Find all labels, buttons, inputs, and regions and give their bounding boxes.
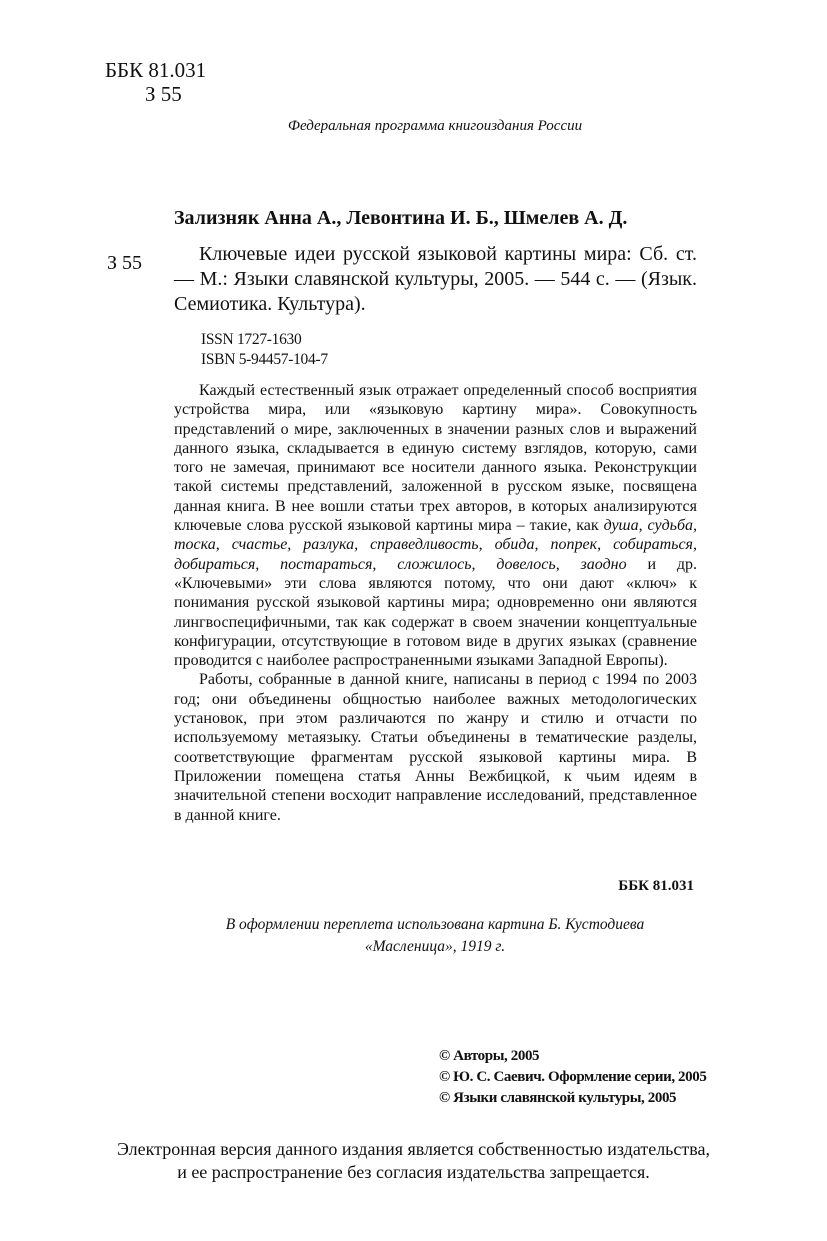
copyright-block: [439, 1046, 706, 1109]
author-mark: З 55: [145, 82, 182, 106]
entry-author-mark: З 55: [107, 252, 143, 274]
electronic-version-notice: [0, 1138, 827, 1184]
isbn: ISBN 5-94457-104-7: [201, 351, 328, 368]
copyright-design: © Ю. С. Саевич. Оформление серии, 2005: [439, 1069, 707, 1085]
cover-note-line-2: «Масленица», 1919 г.: [364, 938, 506, 955]
notice-line-2: и ее распространение без согласия издательства запрещается.: [177, 1162, 650, 1182]
bbk-code-bottom: ББК 81.031: [618, 878, 694, 894]
identifiers: [201, 330, 328, 370]
cover-note: [0, 914, 827, 958]
bbk-code: ББК 81.031: [105, 58, 207, 82]
issn: ISSN 1727-1630: [201, 331, 302, 348]
abstract: [174, 381, 697, 825]
program-line: Федеральная программа книгоиздания России: [287, 118, 583, 134]
copyright-publisher: © Языки славянской культуры, 2005: [439, 1090, 677, 1106]
abstract-p1-start: Каждый естественный язык отражает определенный способ восприятия устройства мира, или «языковую картину мира». Совокупность представлений о мире, заключенных в значении разных слов и выражений данного языка, складывается в единую систему взглядов, которую, сами того не замечая, принимают все носители данного языка. Реконструкции такой системы представлений, заложенной в русском языке, посвящена данная книга. В нее вошли статьи трех авторов, в которых анализируются ключевые слова русской языковой картины мира – такие, как: [174, 382, 697, 535]
notice-line-1: Электронная версия данного издания является собственностью издательства,: [117, 1139, 710, 1159]
copyright-authors: © Авторы, 2005: [439, 1048, 540, 1064]
authors-line: Зализняк Анна А., Левонтина И. Б., Шмелев А. Д.: [174, 207, 628, 229]
bibliographic-description: [174, 242, 697, 317]
abstract-p1-end: и др. «Ключевыми» эти слова являются потому, что они дают «ключ» к понимания русской языковой картины мира; одновременно они являются лингвоспецифичными, так как содержат в своем значении концептуальные конфигурации, отсутствующие в готовом виде в других языках (сравнение проводится с наиболее распространенными языками Западной Европы).: [174, 555, 698, 670]
bbk-header: [105, 58, 206, 106]
description-text: Ключевые идеи русской языковой картины мира: Сб. ст. — М.: Языки славянской культуры, 2005. — 544 с. — (Язык. Семиотика. Культура).: [174, 243, 697, 315]
abstract-paragraph-2: Работы, собранные в данной книге, написаны в период с 1994 по 2003 год; они объединены общностью наиболее важных методологических установок, при этом различаются по жанру и стилю и отчасти по используемому метаязыку. Статьи объединены в тематические разделы, соответствующие фрагментам русской языковой картины мира. В Приложении помещена статья Анны Вежбицкой, к чьим идеям в значительной степени восходит направление исследований, представленное в данной книге.: [174, 671, 697, 824]
cover-note-line-1: В оформлении переплета использована картина Б. Кустодиева: [225, 916, 645, 933]
abstract-paragraph-1: [174, 381, 697, 670]
key-words-list: душа, судьба, тоска, счастье, разлука, справедливость, обида, попрек, собираться, добираться, постараться, сложилось, довелось, заодно: [174, 517, 698, 573]
